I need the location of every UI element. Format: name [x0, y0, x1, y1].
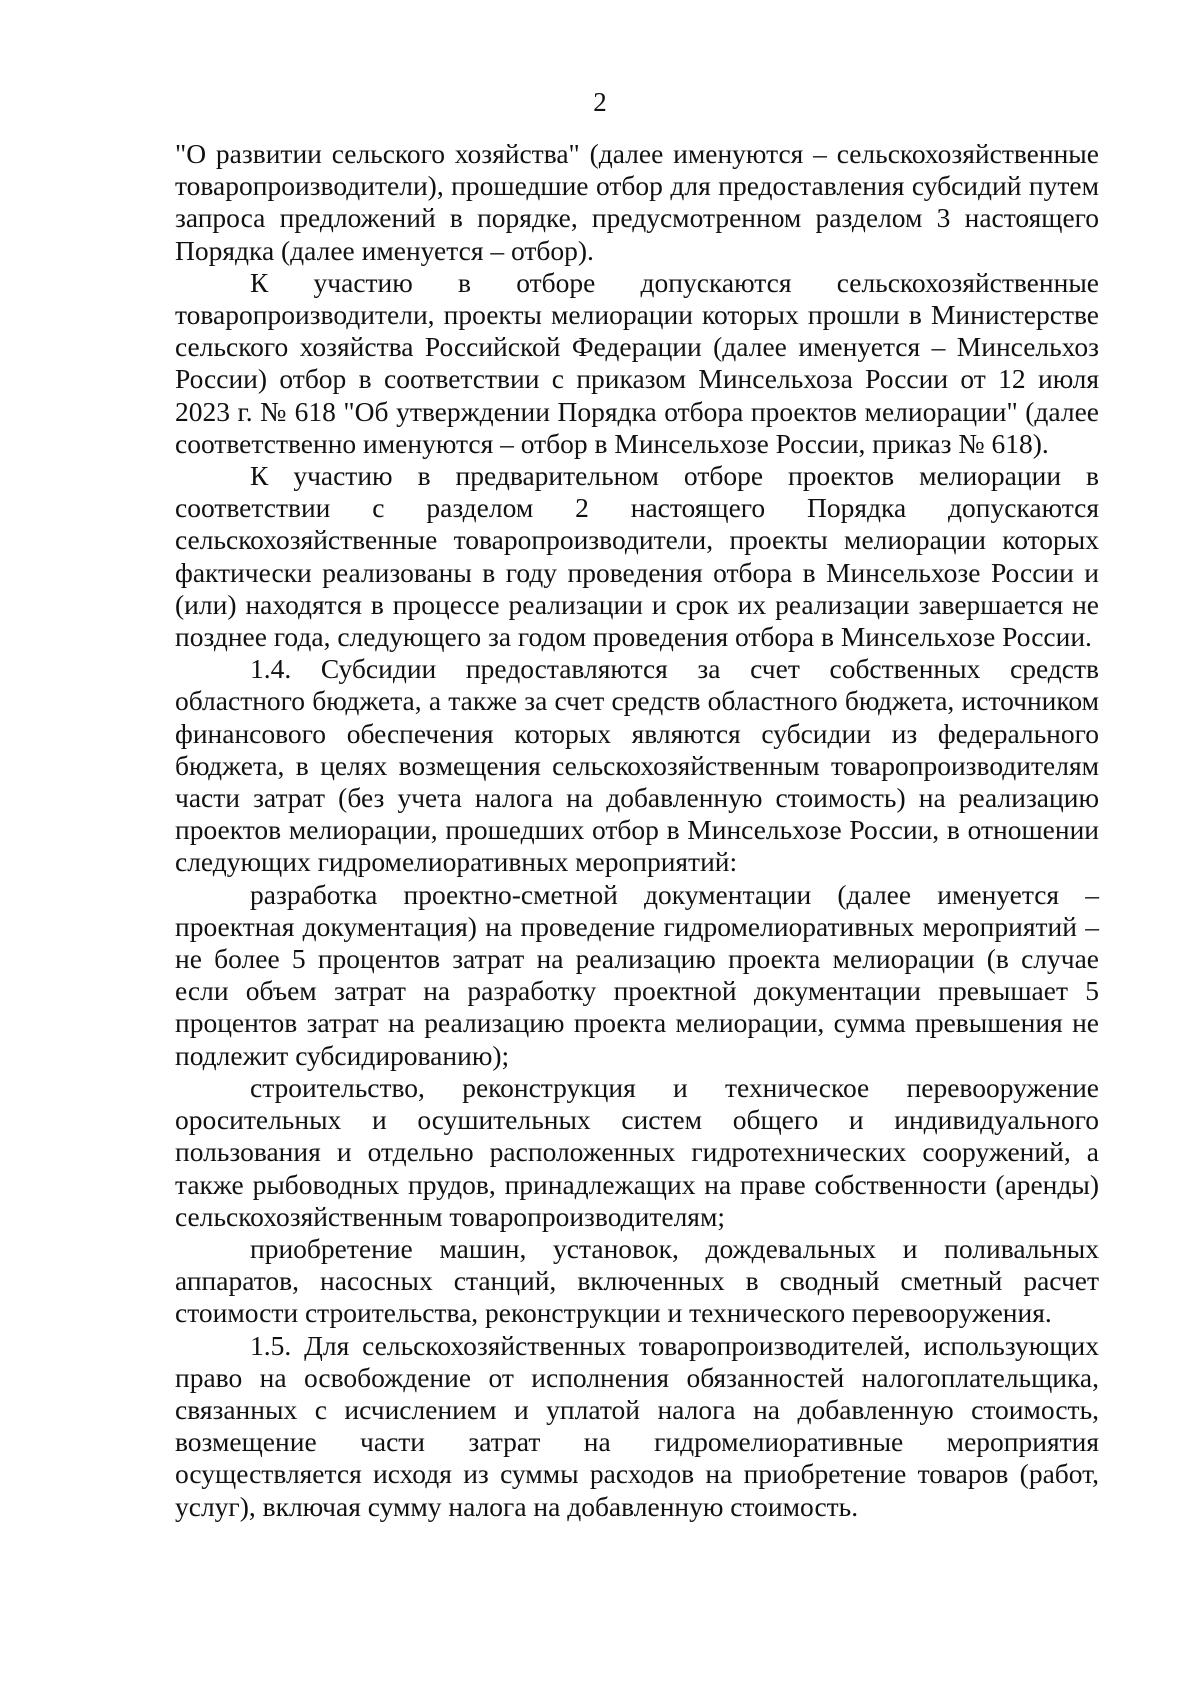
paragraph-design-documentation: разработка проектно-сметной документации (далее именуется – проектная документация) на проведение гидромелиоративных мероприятий – не более 5 процентов затрат на реализацию проекта мелиорации (в случае если объем затрат на разработку проектной документации превышает 5 процентов затрат на реализацию проекта мелиорации, сумма превышения не подлежит субсидированию);: [175, 878, 1099, 1071]
document-body: [175, 138, 1099, 1523]
paragraph-preliminary-selection: К участию в предварительном отборе проектов мелиорации в соответствии с разделом 2 настоящего Порядка допускаются сельскохозяйственные товаропроизводители, проекты мелиорации которых фактически реализованы в году проведения отбора в Минсельхозе России и (или) находятся в процессе реализации и срок их реализации завершается не позднее года, следующего за годом проведения отбора в Минсельхозе России.: [175, 460, 1099, 653]
paragraph-section-1-4: 1.4. Субсидии предоставляются за счет собственных средств областного бюджета, а также за счет средств областного бюджета, источником финансового обеспечения которых являются субсидии из федерального бюджета, в целях возмещения сельскохозяйственным товаропроизводителям части затрат (без учета налога на добавленную стоимость) на реализацию проектов мелиорации, прошедших отбор в Минсельхозе России, в отношении следующих гидромелиоративных мероприятий:: [175, 653, 1099, 878]
paragraph-agricultural-producers: "О развитии сельского хозяйства" (далее именуются – сельскохозяйственные товаропроизводители), прошедшие отбор для предоставления субсидий путем запроса предложений в порядке, предусмотренном разделом 3 настоящего Порядка (далее именуется – отбор).: [175, 138, 1099, 266]
paragraph-section-1-5: 1.5. Для сельскохозяйственных товаропроизводителей, использующих право на освобождение от исполнения обязанностей налогоплательщика, связанных с исчислением и уплатой налога на добавленную стоимость, возмещение части затрат на гидромелиоративные мероприятия осуществляется исходя из суммы расходов на приобретение товаров (работ, услуг), включая сумму налога на добавленную стоимость.: [175, 1329, 1099, 1522]
paragraph-equipment-purchase: приобретение машин, установок, дождевальных и поливальных аппаратов, насосных станций, включенных в сводный сметный расчет стоимости строительства, реконструкции и технического перевооружения.: [175, 1232, 1099, 1329]
paragraph-selection-participation: К участию в отборе допускаются сельскохозяйственные товаропроизводители, проекты мелиорации которых прошли в Министерстве сельского хозяйства Российской Федерации (далее именуется – Минсельхоз России) отбор в соответствии с приказом Минсельхоза России от 12 июля 2023 г. № 618 "Об утверждении Порядка отбора проектов мелиорации" (далее соответственно именуются – отбор в Минсельхозе России, приказ № 618).: [175, 266, 1099, 459]
paragraph-construction: строительство, реконструкция и техническое перевооружение оросительных и осушительных систем общего и индивидуального пользования и отдельно расположенных гидротехнических сооружений, а также рыбоводных прудов, принадлежащих на праве собственности (аренды) сельскохозяйственным товаропроизводителям;: [175, 1071, 1099, 1232]
page-number: 2: [593, 87, 607, 117]
